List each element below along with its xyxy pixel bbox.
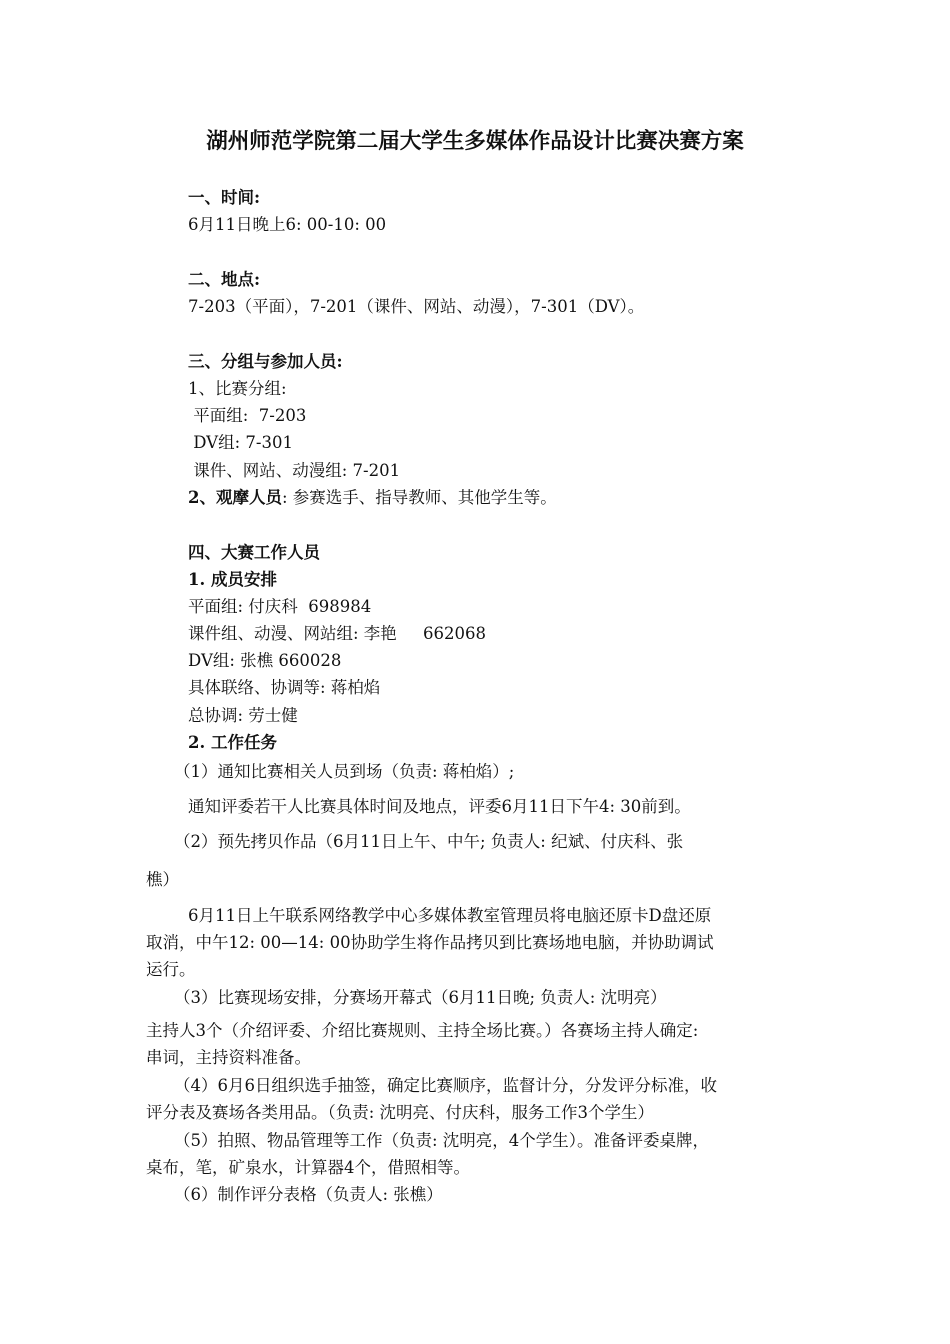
- staff-member: DV组: 张樵 660028: [188, 651, 342, 670]
- tasks-subheading: 2. 工作任务: [188, 733, 277, 752]
- task-line: （2）预先拷贝作品（6月11日上午、中午; 负责人: 纪斌、付庆科、张: [174, 832, 684, 851]
- section-location-heading: 二、地点:: [188, 270, 261, 289]
- group-item: DV组: 7-301: [188, 433, 293, 452]
- section-groups-heading: 三、分组与参加人员:: [188, 352, 343, 371]
- observers-label: 2、观摩人员: [188, 488, 282, 507]
- task-line: 桌布，笔，矿泉水，计算器4个，借照相等。: [146, 1158, 470, 1177]
- observers-line: [188, 488, 557, 508]
- group-item: 课件、网站、动漫组: 7-201: [188, 461, 401, 480]
- groups-subheading: 1、比赛分组:: [188, 379, 287, 398]
- section-location-text: 7-203（平面），7-201（课件、网站、动漫），7-301（DV）。: [188, 297, 645, 316]
- observers-text: : 参赛选手、指导教师、其他学生等。: [281, 488, 557, 507]
- task-line: 串词，主持资料准备。: [146, 1048, 311, 1067]
- task-line: （6）制作评分表格（负责人: 张樵）: [174, 1185, 443, 1204]
- task-line: 通知评委若干人比赛具体时间及地点，评委6月11日下午4: 30前到。: [188, 797, 691, 816]
- task-line: （4）6月6日组织选手抽签，确定比赛顺序，监督计分，分发评分标准，收: [174, 1076, 717, 1095]
- staff-subheading: 1. 成员安排: [188, 570, 277, 589]
- task-line: 主持人3个（介绍评委、介绍比赛规则、主持全场比赛。）各赛场主持人确定:: [146, 1021, 699, 1040]
- task-line: 运行。: [146, 960, 196, 979]
- task-line: 取消，中午12: 00—14: 00协助学生将作品拷贝到比赛场地电脑，并协助调试: [146, 933, 714, 952]
- task-line: （5）拍照、物品管理等工作（负责: 沈明亮，4个学生）。准备评委桌牌，: [174, 1131, 710, 1150]
- staff-member: 总协调: 劳士健: [188, 706, 298, 725]
- section-time-text: 6月11日晚上6: 00-10: 00: [188, 215, 387, 234]
- task-line: 樵）: [146, 870, 179, 889]
- staff-member: 课件组、动漫、网站组: 李艳 662068: [188, 624, 487, 643]
- staff-member: 具体联络、协调等: 蒋柏焰: [188, 678, 381, 697]
- document-title: 湖州师范学院第二届大学生多媒体作品设计比赛决赛方案: [206, 129, 744, 154]
- section-staff-heading: 四、大赛工作人员: [188, 543, 320, 562]
- section-time-heading: 一、时间:: [188, 188, 261, 207]
- task-line: （3）比赛现场安排，分赛场开幕式（6月11日晚; 负责人: 沈明亮）: [174, 988, 667, 1007]
- task-line: 6月11日上午联系网络教学中心多媒体教室管理员将电脑还原卡D盘还原: [188, 906, 712, 925]
- task-line: （1）通知比赛相关人员到场（负责: 蒋柏焰）;: [174, 762, 515, 781]
- staff-member: 平面组: 付庆科 698984: [188, 597, 372, 616]
- group-item: 平面组: 7-203: [188, 406, 307, 425]
- task-line: 评分表及赛场各类用品。（负责: 沈明亮、付庆科，服务工作3个学生）: [146, 1103, 655, 1122]
